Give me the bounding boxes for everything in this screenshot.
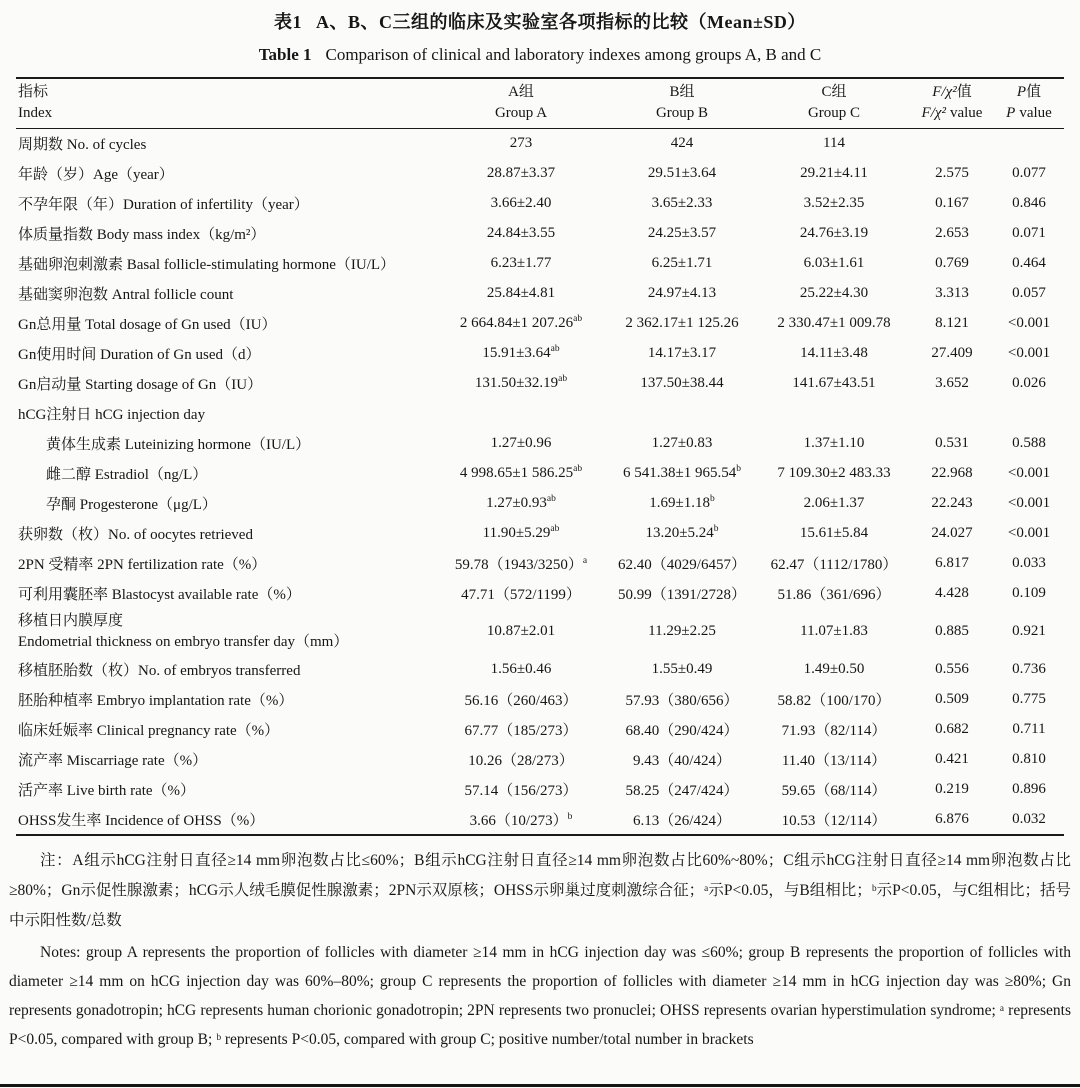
significance-superscript: ab bbox=[573, 314, 583, 324]
row-value: 2 330.47±1 009.78 bbox=[777, 315, 891, 331]
table-caption-en: Comparison of clinical and laboratory indexes among groups A, B and C bbox=[325, 45, 822, 64]
row-value: 114 bbox=[823, 135, 845, 152]
table-row bbox=[16, 369, 1064, 399]
row-value: 10.26（28/273） bbox=[468, 753, 574, 769]
row-value: 10.87±2.01 bbox=[486, 623, 556, 639]
row-value: 1.27±0.93$^{ab}$ bbox=[486, 494, 556, 511]
row-value: 4 998.65±1 586.25$^{ab}$ bbox=[459, 464, 583, 481]
significance-superscript: ab bbox=[550, 344, 560, 354]
significance-superscript: b bbox=[713, 524, 719, 534]
row-label: 移植日内膜厚度 Endometrial thickness on embryo transfer day（mm） bbox=[18, 612, 349, 650]
row-value: 58.25（247/424） bbox=[625, 783, 739, 799]
table-row bbox=[16, 609, 1064, 655]
row-label: 基础窦卵泡数 Antral follicle count bbox=[18, 287, 234, 303]
row-value: 0.556 bbox=[935, 661, 969, 677]
row-value: <0.001 bbox=[1007, 465, 1051, 481]
row-value: 29.21±4.11 bbox=[800, 165, 868, 181]
table-row bbox=[16, 189, 1064, 219]
table-row bbox=[16, 489, 1064, 519]
row-value: 57.93（380/656） bbox=[625, 693, 739, 709]
table-title-zh bbox=[0, 0, 1080, 34]
row-value: 0.531 bbox=[935, 435, 969, 451]
col-header-group-a-en: Group A bbox=[494, 105, 548, 121]
table-row bbox=[16, 129, 1064, 159]
row-label: 周期数 No. of cycles bbox=[18, 137, 147, 154]
row-value: <0.001 bbox=[1007, 315, 1051, 331]
row-label: 雌二醇 Estradiol（ng/L） bbox=[46, 467, 208, 483]
table-row bbox=[16, 309, 1064, 339]
significance-superscript: ab bbox=[558, 374, 568, 384]
p-symbol: P bbox=[1006, 105, 1016, 121]
row-value: 6.25±1.71 bbox=[651, 255, 713, 271]
row-value: 0.032 bbox=[1012, 810, 1046, 827]
row-value: 14.11±3.48 bbox=[800, 345, 868, 361]
significance-superscript: ab bbox=[546, 494, 556, 504]
row-value: 15.91±3.64$^{ab}$ bbox=[482, 344, 560, 361]
row-label: Gn使用时间 Duration of Gn used（d） bbox=[18, 347, 261, 363]
row-value: 59.65（68/114） bbox=[781, 783, 887, 799]
row-value: 2.06±1.37 bbox=[803, 495, 865, 511]
table-row bbox=[16, 579, 1064, 609]
row-value: 6 541.38±1 965.54$^b$ bbox=[623, 464, 741, 481]
row-value: 0.775 bbox=[1012, 691, 1046, 707]
row-value: 0.219 bbox=[935, 781, 969, 797]
row-value: 0.057 bbox=[1012, 285, 1046, 301]
row-label: 活产率 Live birth rate（%） bbox=[18, 783, 196, 799]
row-value: 0.736 bbox=[1012, 661, 1046, 677]
row-value: 11.29±2.25 bbox=[648, 623, 716, 639]
row-value: 0.885 bbox=[935, 623, 969, 639]
col-header-group-b-en: Group B bbox=[655, 105, 709, 121]
table-row bbox=[16, 249, 1064, 279]
row-value: 0.026 bbox=[1012, 375, 1046, 391]
row-value: 57.14（156/273） bbox=[464, 783, 578, 799]
row-value: 0.846 bbox=[1012, 195, 1046, 211]
row-label: 获卵数（枚）No. of oocytes retrieved bbox=[18, 527, 253, 543]
row-value bbox=[606, 399, 758, 429]
row-value: 1.27±0.83 bbox=[651, 435, 713, 451]
p-zh-suffix: 值 bbox=[1026, 84, 1042, 100]
note-en: Notes: group A represents the proportion of follicles with diameter ≥14 mm in hCG injection day was ≤60%; group B represents the proportion of follicles with diameter ≥14 mm on hCG injection day was 60%–80%; group C represents the proportion of follicles with diameter ≥14 mm in hCG injection day was ≥80%; Gn represents gonadotropin; hCG represents human chorionic gonadotropin; 2PN represents two pronuclei; OHSS represents ovarian hyperstimulation syndrome; ᵃ represents P<0.05, compared with group B; ᵇ represents P<0.05, compared with group C; positive number/total number in brackets bbox=[9, 943, 1071, 1048]
row-label: 移植胚胎数（枚）No. of embryos transferred bbox=[18, 663, 301, 679]
row-value: 68.40（290/424） bbox=[625, 723, 739, 739]
row-label: 黄体生成素 Luteinizing hormone（IU/L） bbox=[46, 437, 311, 453]
table-row bbox=[16, 459, 1064, 489]
row-value: 25.22±4.30 bbox=[799, 285, 869, 301]
row-value: 0.588 bbox=[1012, 435, 1046, 451]
row-value: <0.001 bbox=[1007, 525, 1051, 541]
row-value: 62.47（1112/1780） bbox=[770, 557, 898, 573]
significance-superscript: b bbox=[736, 464, 741, 474]
row-value bbox=[994, 129, 1064, 159]
row-value: 10.53（12/114） bbox=[781, 812, 887, 829]
row-value: 1.69±1.18$^b$ bbox=[649, 494, 715, 511]
row-value: 3.52±2.35 bbox=[803, 195, 865, 211]
row-value: 11.07±1.83 bbox=[800, 623, 868, 639]
row-value: 3.65±2.33 bbox=[651, 195, 713, 211]
table-header bbox=[16, 78, 1064, 129]
row-value: 8.121 bbox=[935, 315, 969, 331]
row-value: 24.027 bbox=[931, 525, 973, 541]
row-value: 51.86（361/696） bbox=[777, 587, 891, 603]
table-row bbox=[16, 805, 1064, 835]
table-row bbox=[16, 715, 1064, 745]
row-value: 22.968 bbox=[931, 465, 973, 481]
row-value: 1.49±0.50 bbox=[803, 661, 865, 677]
col-header-group-c-zh: C组 bbox=[821, 84, 847, 100]
row-value: 0.810 bbox=[1012, 751, 1046, 767]
row-value: 15.61±5.84 bbox=[799, 525, 869, 541]
table-row bbox=[16, 339, 1064, 369]
significance-superscript: ab bbox=[550, 524, 560, 534]
row-value: 0.464 bbox=[1012, 255, 1046, 271]
f-en-suffix: value bbox=[949, 105, 983, 121]
p-symbol: P bbox=[1016, 84, 1027, 100]
row-value bbox=[910, 129, 994, 159]
row-value bbox=[758, 399, 910, 429]
row-value: 0.167 bbox=[935, 195, 969, 211]
col-header-group-b bbox=[606, 78, 758, 129]
row-value: 6.876 bbox=[935, 810, 969, 827]
table-notes bbox=[9, 846, 1071, 1054]
row-label: 流产率 Miscarriage rate（%） bbox=[18, 753, 208, 769]
row-value: 0.077 bbox=[1012, 165, 1046, 181]
row-value: <0.001 bbox=[1007, 345, 1051, 361]
row-value: 22.243 bbox=[931, 495, 973, 511]
table-row bbox=[16, 399, 1064, 429]
significance-superscript: a bbox=[582, 556, 588, 566]
row-value: 0.682 bbox=[935, 721, 969, 737]
row-value: 6.13（26/424） bbox=[633, 812, 731, 829]
row-label: 孕酮 Progesterone（μg/L） bbox=[46, 497, 217, 513]
row-value: 11.40（13/114） bbox=[781, 753, 887, 769]
table-row bbox=[16, 279, 1064, 309]
row-label: Gn总用量 Total dosage of Gn used（IU） bbox=[18, 317, 277, 333]
page-bottom-rule bbox=[0, 1084, 1080, 1087]
row-label: Gn启动量 Starting dosage of Gn（IU） bbox=[18, 377, 263, 393]
row-value: 28.87±3.37 bbox=[486, 165, 556, 181]
row-value: 1.37±1.10 bbox=[803, 435, 865, 451]
row-value: 0.769 bbox=[935, 255, 969, 271]
row-value: 273 bbox=[509, 135, 533, 152]
col-header-group-a bbox=[436, 78, 606, 129]
row-value: 424 bbox=[670, 135, 694, 152]
col-header-index-zh: 指标 bbox=[18, 84, 49, 100]
table-row bbox=[16, 655, 1064, 685]
row-value: 1.56±0.46 bbox=[490, 661, 552, 677]
table-row bbox=[16, 775, 1064, 805]
row-value: 2 664.84±1 207.26$^{ab}$ bbox=[459, 314, 583, 331]
row-value: 2 362.17±1 125.26 bbox=[625, 315, 739, 331]
table-number-en: Table 1 bbox=[258, 45, 312, 64]
significance-superscript: ab bbox=[573, 464, 583, 474]
row-value: 0.921 bbox=[1012, 623, 1046, 639]
table-row bbox=[16, 429, 1064, 459]
p-en-suffix: value bbox=[1019, 105, 1052, 121]
row-value: 24.25±3.57 bbox=[647, 225, 717, 241]
table-caption-zh: A、B、C三组的临床及实验室各项指标的比较（Mean±SD） bbox=[316, 12, 806, 32]
comparison-table bbox=[16, 77, 1064, 836]
row-label: 胚胎种植率 Embryo implantation rate（%） bbox=[18, 693, 294, 709]
row-value: 27.409 bbox=[931, 345, 973, 361]
col-header-group-b-zh: B组 bbox=[669, 84, 695, 100]
table-title-en bbox=[0, 45, 1080, 65]
col-header-group-c bbox=[758, 78, 910, 129]
table-number-zh: 表1 bbox=[274, 12, 303, 32]
significance-superscript: b bbox=[567, 811, 573, 822]
row-label: OHSS发生率 Incidence of OHSS（%） bbox=[18, 812, 265, 829]
row-value: 0.033 bbox=[1012, 555, 1046, 571]
row-label: 临床妊娠率 Clinical pregnancy rate（%） bbox=[18, 723, 280, 739]
row-value: 47.71（572/1199） bbox=[461, 587, 581, 603]
row-value: 0.109 bbox=[1012, 585, 1046, 601]
col-header-group-a-zh: A组 bbox=[508, 84, 534, 100]
col-header-pvalue bbox=[994, 78, 1064, 129]
row-value: 6.817 bbox=[935, 555, 969, 571]
row-value: 7 109.30±2 483.33 bbox=[777, 465, 891, 481]
table-row bbox=[16, 685, 1064, 715]
row-value: 0.421 bbox=[935, 751, 969, 767]
row-value bbox=[436, 399, 606, 429]
row-value: 24.97±4.13 bbox=[647, 285, 717, 301]
row-label: hCG注射日 hCG injection day bbox=[18, 407, 206, 423]
row-value: 131.50±32.19$^{ab}$ bbox=[474, 374, 568, 391]
row-value: 67.77（185/273） bbox=[464, 723, 578, 739]
row-value: 24.84±3.55 bbox=[486, 225, 556, 241]
row-label: 基础卵泡刺激素 Basal follicle-stimulating hormone（IU/L） bbox=[18, 257, 396, 273]
f-zh-suffix: 值 bbox=[956, 84, 972, 100]
row-value: 56.16（260/463） bbox=[464, 693, 578, 709]
row-label: 可利用囊胚率 Blastocyst available rate（%） bbox=[18, 587, 301, 603]
table-row bbox=[16, 519, 1064, 549]
row-value: 25.84±4.81 bbox=[486, 285, 556, 301]
row-value: 3.652 bbox=[935, 375, 969, 391]
row-value: <0.001 bbox=[1007, 495, 1051, 511]
row-value: 0.509 bbox=[935, 691, 969, 707]
col-header-index bbox=[16, 78, 436, 129]
row-value: 3.66±2.40 bbox=[490, 195, 552, 211]
row-value: 14.17±3.17 bbox=[647, 345, 717, 361]
col-header-statistic bbox=[910, 78, 994, 129]
row-value: 71.93（82/114） bbox=[781, 723, 887, 739]
row-value: 3.313 bbox=[935, 285, 969, 301]
f-chi-symbol: F/χ² bbox=[921, 105, 946, 121]
row-label: 体质量指数 Body mass index（kg/m²） bbox=[18, 227, 266, 243]
row-value: 9.43（40/424） bbox=[633, 753, 731, 769]
row-value: 0.071 bbox=[1012, 225, 1046, 241]
row-value: 13.20±5.24$^b$ bbox=[645, 524, 719, 541]
row-value: $59.78(1943/3250)^a$ bbox=[454, 556, 588, 573]
row-value: 6.03±1.61 bbox=[803, 255, 865, 271]
significance-superscript: b bbox=[709, 494, 715, 504]
row-value: 4.428 bbox=[935, 585, 969, 601]
row-value: 29.51±3.64 bbox=[647, 165, 717, 181]
row-value bbox=[910, 399, 994, 429]
row-value: 50.99（1391/2728） bbox=[618, 587, 746, 603]
row-value bbox=[994, 399, 1064, 429]
row-label: 年龄（岁）Age（year） bbox=[18, 167, 174, 183]
row-value: 62.40（4029/6457） bbox=[618, 557, 746, 573]
row-label: 不孕年限（年）Duration of infertility（year） bbox=[18, 197, 309, 213]
row-value: 58.82（100/170） bbox=[777, 693, 891, 709]
table-row bbox=[16, 745, 1064, 775]
row-label: 2PN 受精率 2PN fertilization rate（%） bbox=[18, 557, 267, 573]
col-header-group-c-en: Group C bbox=[807, 105, 861, 121]
row-value: 0.711 bbox=[1012, 721, 1046, 737]
table-row bbox=[16, 159, 1064, 189]
note-zh: 注：A组示hCG注射日直径≥14 mm卵泡数占比≤60%；B组示hCG注射日直径≥14 mm卵泡数占比60%~80%；C组示hCG注射日直径≥14 mm卵泡数占比≥80%；Gn示促性腺激素；hCG示人绒毛膜促性腺激素；2PN示双原核；OHSS示卵巢过度刺激综合征；ᵃ示P<0.05，与B组相比；ᵇ示P<0.05，与C组相比；括号中示阳性数/总数 bbox=[9, 851, 1071, 929]
row-value: 2.575 bbox=[935, 165, 969, 181]
row-value: 24.76±3.19 bbox=[799, 225, 869, 241]
row-value: 2.653 bbox=[935, 225, 969, 241]
row-value: 0.896 bbox=[1012, 781, 1046, 797]
row-value: 1.55±0.49 bbox=[651, 661, 713, 677]
row-value: 6.23±1.77 bbox=[490, 255, 552, 271]
table-body bbox=[16, 129, 1064, 835]
table-row bbox=[16, 549, 1064, 579]
row-value: 141.67±43.51 bbox=[792, 375, 876, 391]
f-chi-symbol: F/χ² bbox=[932, 84, 957, 100]
row-value: 1.27±0.96 bbox=[490, 435, 552, 451]
row-value: 11.90±5.29$^{ab}$ bbox=[482, 524, 560, 541]
col-header-index-en: Index bbox=[18, 105, 53, 121]
row-value: 137.50±38.44 bbox=[640, 375, 724, 391]
table-row bbox=[16, 219, 1064, 249]
row-value: $3.66(10/273)^b$ bbox=[469, 811, 573, 829]
